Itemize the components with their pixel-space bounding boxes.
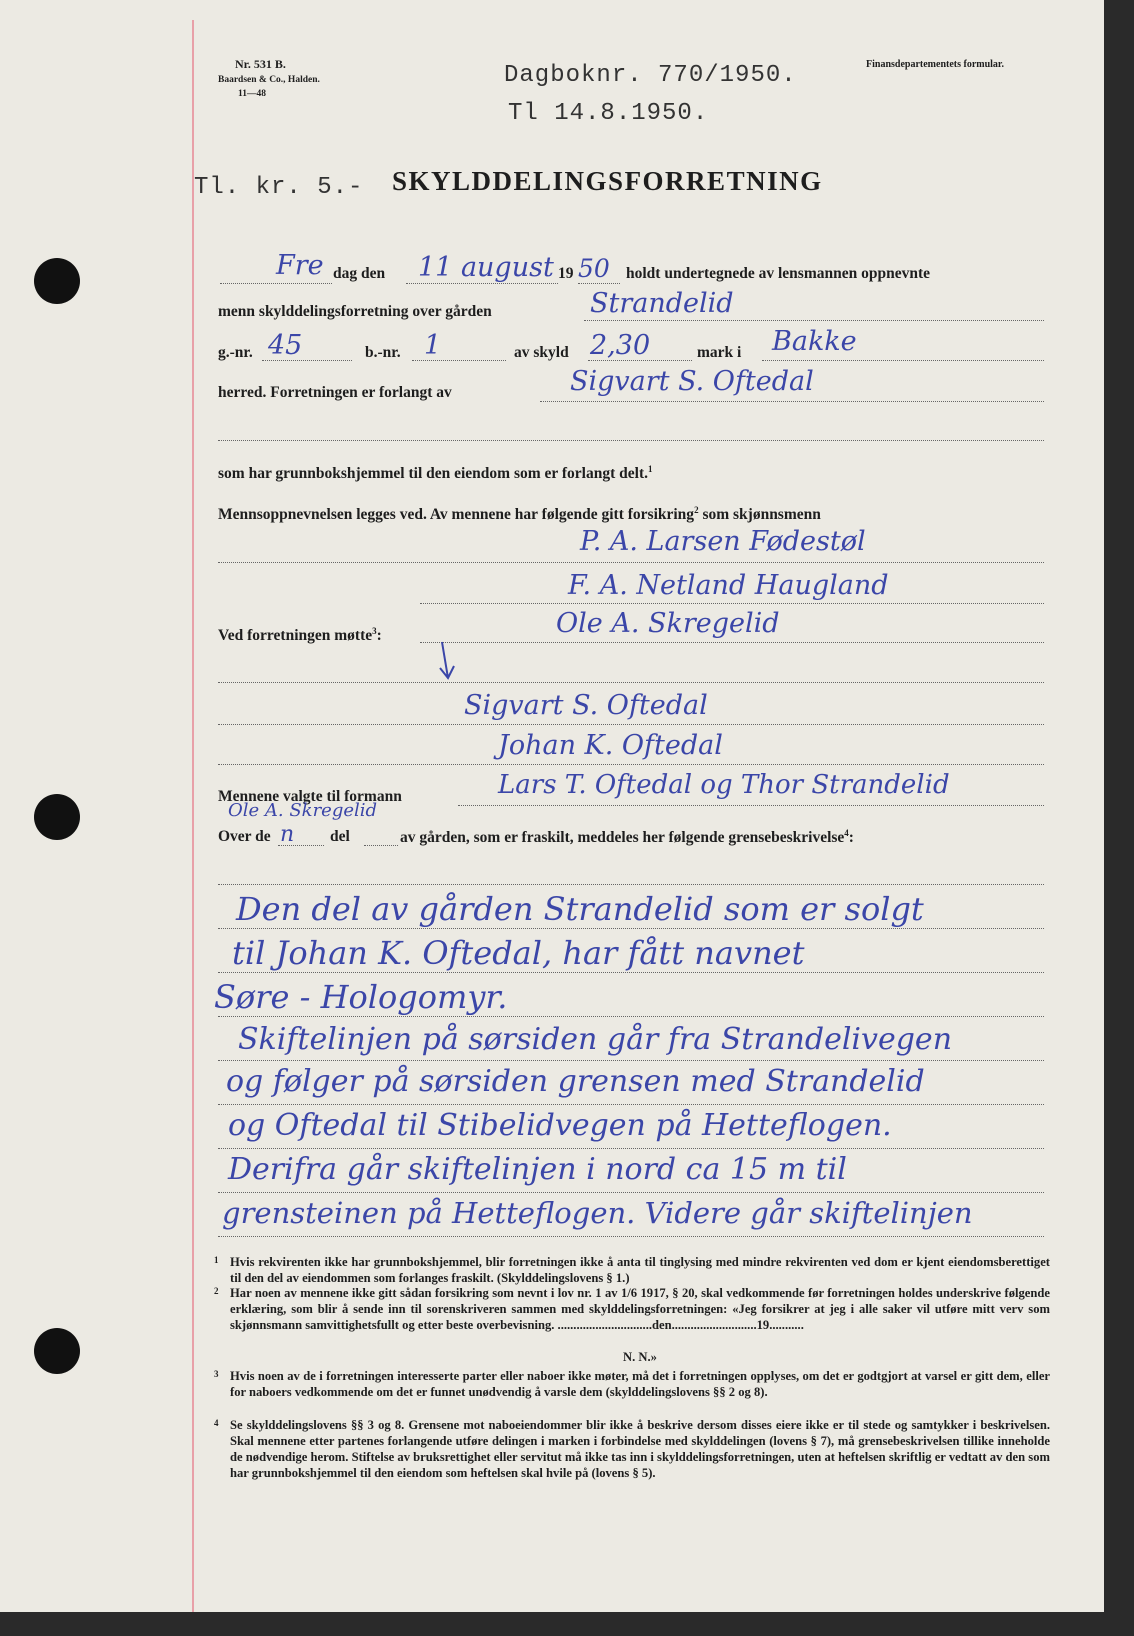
label-som-har: som har grunnbokshjemmel til den eiendom som er forlangt delt.$^1$	[218, 464, 653, 483]
label-herred: herred. Forretningen er forlangt av	[218, 384, 452, 401]
punch-hole-middle	[34, 794, 80, 840]
label-dag-den: dag den	[333, 265, 386, 282]
punch-hole-bottom	[34, 1328, 80, 1374]
ministry-label: Finansdepartementets formular.	[866, 59, 1004, 70]
footnote-1: 1 Hvis rekvirenten ikke har grunnbokshjemmel, blir forretningen ikke å anta til tinglysing med mindre rekvirenten ved dom er kjent eiendomsberettiget til den del av eiendommen som forlanges fraskilt. (Skylddelingslovens § 1.)	[214, 1255, 1050, 1285]
margin-line	[192, 20, 194, 1612]
tl-date-stamp: Tl 14.8.1950.	[508, 100, 709, 127]
label-gnr: g.-nr.	[218, 344, 253, 361]
hw-requester: Sigvart S. Oftedal	[570, 366, 814, 397]
hw-skyld: 2,30	[590, 330, 651, 361]
hw-witness-3: Ole A. Skregelid	[556, 608, 780, 639]
hw-desc-line-5: og følger på sørsiden grensen med Strandelid	[226, 1064, 925, 1099]
hw-witness-2: F. A. Netland Haugland	[568, 570, 889, 601]
label-av-skyld: av skyld	[514, 344, 569, 361]
print-date: 11—48	[238, 89, 266, 99]
hw-desc-line-6: og Oftedal til Stibelidvegen på Hetteflogen.	[228, 1108, 892, 1143]
footnote-4: 4 Se skylddelingslovens §§ 3 og 8. Grensene mot naboeiendommer blir ikke å beskrive dersom disses eiere ikke er til stede og samtykker i beskrivelsen. Skal mennene etter partenes forlangende utføre delingen i marken i forbindelse med skylddelingen (lovens § 7), må grensebeskrivelsen tillike inneholde de nødvendige herom. Stiftelse av bruksrettighet eller servitut må ikke tas inn i skylddelingsforretningen, uten at heftelsen skriftlig er vedtatt av den som har grunnbokshjemmel til den eiendom som heftelsen skal hvile på (lovens § 5).	[214, 1418, 1050, 1480]
label-ved-forretningen: Ved forretningen møtte$^3$:	[218, 626, 382, 645]
footnote-3: 3 Hvis noen av de i forretningen interesserte parter eller naboer ikke møter, må det i forretningen opplyses, om det er godtgjort at varsel er gitt dem, eller for naboers vedkommende om det er funnet unødvendig å varsle dem (skylddelingslovens §§ 2 og 8).	[214, 1369, 1050, 1399]
label-av-garden: av gården, som er fraskilt, meddeles her følgende grensebeskrivelse$^4$:	[400, 828, 854, 847]
document-title: SKYLDDELINGSFORRETNING	[392, 166, 823, 196]
hw-gnr: 45	[268, 330, 303, 361]
label-menn: menn skylddelingsforretning over gården	[218, 303, 492, 320]
hw-attendee-2: Johan K. Oftedal	[498, 730, 723, 761]
footnote-2: 2 Har noen av mennene ikke gitt sådan forsikring som nevnt i lov nr. 1 av 1/6 1917, § 20, skal vedkommende før forretningen holdes underskrive følgende erklæring, som blir å sende inn til sorenskriveren sammen med skylddelingsforretningen: «Jeg forsikrer at jeg i alle saker vil utføre mitt verv som skjønnsmann samvittighetsfullt og etter beste overbevisning. ..............................den...........................19...........	[214, 1286, 1050, 1332]
printer-name: Baardsen & Co., Halden.	[218, 75, 320, 85]
hw-desc-line-3: Søre - Hologomyr.	[214, 978, 508, 1016]
hw-desc-line-1: Den del av gården Strandelid som er solgt	[236, 890, 924, 928]
label-del: del	[330, 828, 350, 845]
hw-weekday: Fre	[276, 250, 324, 281]
label-mark-i: mark i	[697, 344, 742, 361]
arrow-down-icon	[436, 640, 458, 682]
label-over-de: Over de	[218, 828, 271, 845]
hw-de-suffix: n	[280, 822, 295, 847]
hw-witness-1: P. A. Larsen Fødestøl	[580, 526, 866, 557]
hw-desc-line-7: Derifra går skiftelinjen i nord ca 15 m til	[228, 1152, 847, 1187]
hw-attendee-1: Sigvart S. Oftedal	[464, 690, 708, 721]
hw-year-suffix: 50	[578, 254, 610, 283]
label-mennsopp: Mennsoppnevnelsen legges ved. Av mennene har følgende gitt forsikring$^2$ som skjønnsmenn	[218, 505, 821, 524]
form-number: Nr. 531 B.	[235, 57, 286, 71]
label-mennene-valgte: Mennene valgte til formann	[218, 788, 402, 805]
label-bnr: b.-nr.	[365, 344, 401, 361]
punch-hole-top	[34, 258, 80, 304]
label-holdt: holdt undertegnede av lensmannen oppnevnte	[626, 265, 931, 282]
hw-desc-line-8: grensteinen på Hetteflogen. Videre går skiftelinjen	[222, 1196, 973, 1230]
footnote-2-signature: N. N.»	[623, 1350, 657, 1364]
hw-date: 11 august	[418, 252, 554, 283]
hw-attendee-3: Lars T. Oftedal og Thor Strandelid	[498, 770, 950, 800]
hw-desc-line-4: Skiftelinjen på sørsiden går fra Strandelivegen	[238, 1022, 953, 1057]
fee-stamp: Tl. kr. 5.-	[194, 174, 364, 201]
label-year-prefix: 19	[558, 265, 574, 282]
hw-farm: Strandelid	[590, 288, 734, 319]
hw-desc-line-2: til Johan K. Oftedal, har fått navnet	[232, 934, 805, 972]
hw-municipality: Bakke	[772, 326, 857, 357]
hw-chairman: Ole A. Skregelid	[228, 800, 378, 821]
hw-bnr: 1	[424, 330, 442, 361]
dagboknr-stamp: Dagboknr. 770/1950.	[504, 62, 797, 89]
